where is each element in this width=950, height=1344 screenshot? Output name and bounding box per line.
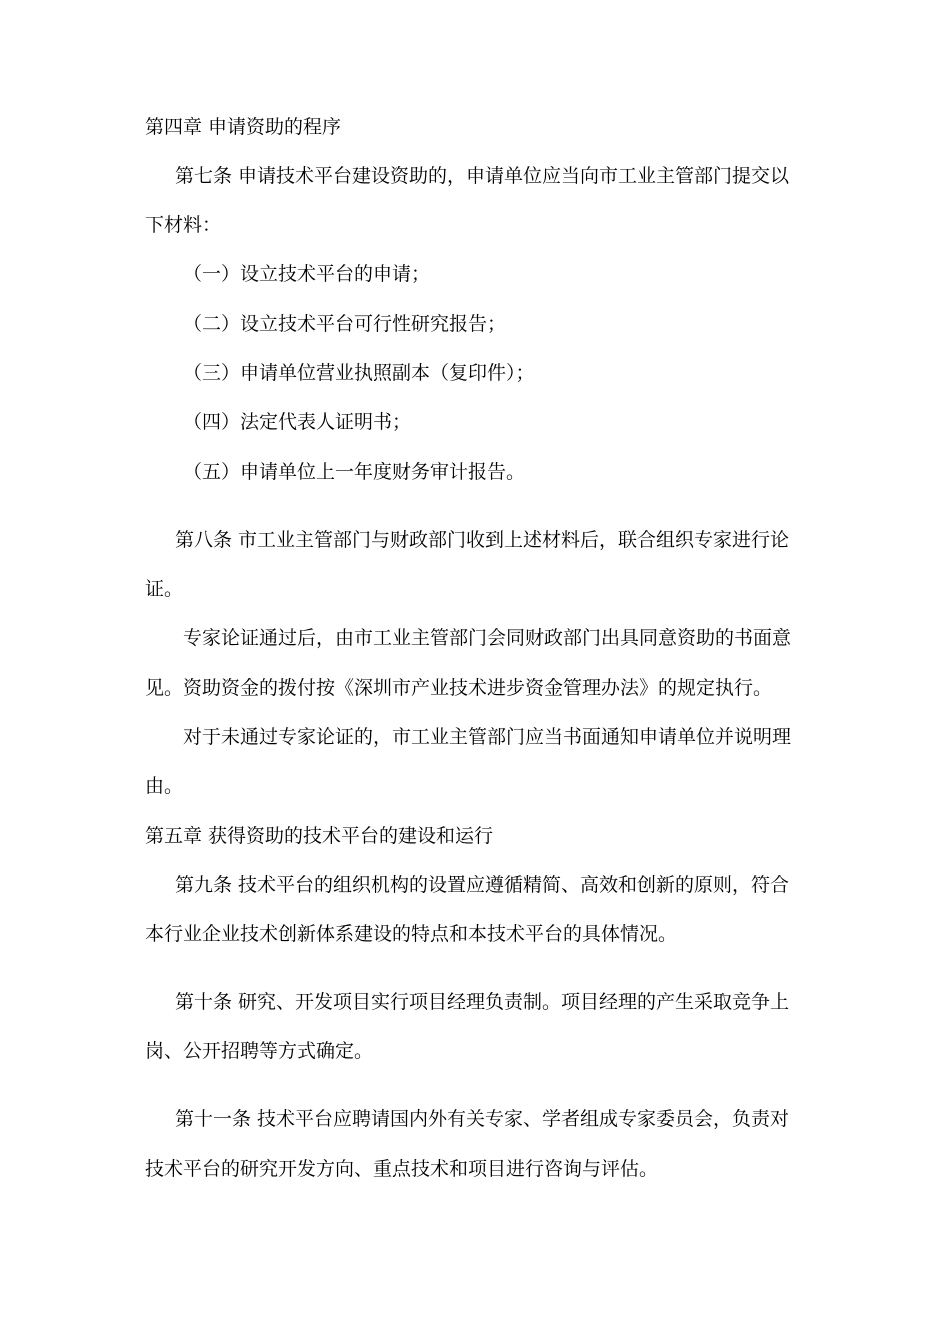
article-8-line-1: 第八条 市工业主管部门与财政部门收到上述材料后，联合组织专家进行论 (175, 529, 790, 551)
article-8-para-2-line-1: 专家论证通过后，由市工业主管部门会同财政部门出具同意资助的书面意 (183, 627, 792, 649)
article-7-item-2: （二）设立技术平台可行性研究报告； (183, 313, 507, 335)
article-11-line-1: 第十一条 技术平台应聘请国内外有关专家、学者组成专家委员会，负责对 (175, 1108, 790, 1130)
article-8-para-3-line-2: 由。 (145, 775, 184, 797)
chapter-4-heading: 第四章 申请资助的程序 (145, 116, 342, 138)
article-9-line-1: 第九条 技术平台的组织机构的设置应遵循精简、高效和创新的原则，符合 (175, 874, 790, 896)
article-11-line-2: 技术平台的研究开发方向、重点技术和项目进行咨询与评估。 (145, 1158, 659, 1180)
article-7-item-5: （五）申请单位上一年度财务审计报告。 (183, 461, 526, 483)
article-8-para-3-line-1: 对于未通过专家论证的，市工业主管部门应当书面通知申请单位并说明理 (183, 726, 792, 748)
chapter-5-heading: 第五章 获得资助的技术平台的建设和运行 (145, 825, 494, 847)
article-7-item-4: （四）法定代表人证明书； (183, 411, 412, 433)
article-7-line-1: 第七条 申请技术平台建设资助的，申请单位应当向市工业主管部门提交以 (175, 165, 790, 187)
article-7-line-2: 下材料： (145, 214, 222, 236)
article-8-para-2-line-2: 见。资助资金的拨付按《深圳市产业技术进步资金管理办法》的规定执行。 (145, 677, 773, 699)
article-8-line-2: 证。 (145, 578, 184, 600)
article-9-line-2: 本行业企业技术创新体系建设的特点和本技术平台的具体情况。 (145, 923, 678, 945)
article-10-line-2: 岗、公开招聘等方式确定。 (145, 1040, 374, 1062)
article-7-item-1: （一）设立技术平台的申请； (183, 263, 431, 285)
article-10-line-1: 第十条 研究、开发项目实行项目经理负责制。项目经理的产生采取竞争上 (175, 991, 790, 1013)
article-7-item-3: （三）申请单位营业执照副本（复印件）； (183, 362, 535, 384)
